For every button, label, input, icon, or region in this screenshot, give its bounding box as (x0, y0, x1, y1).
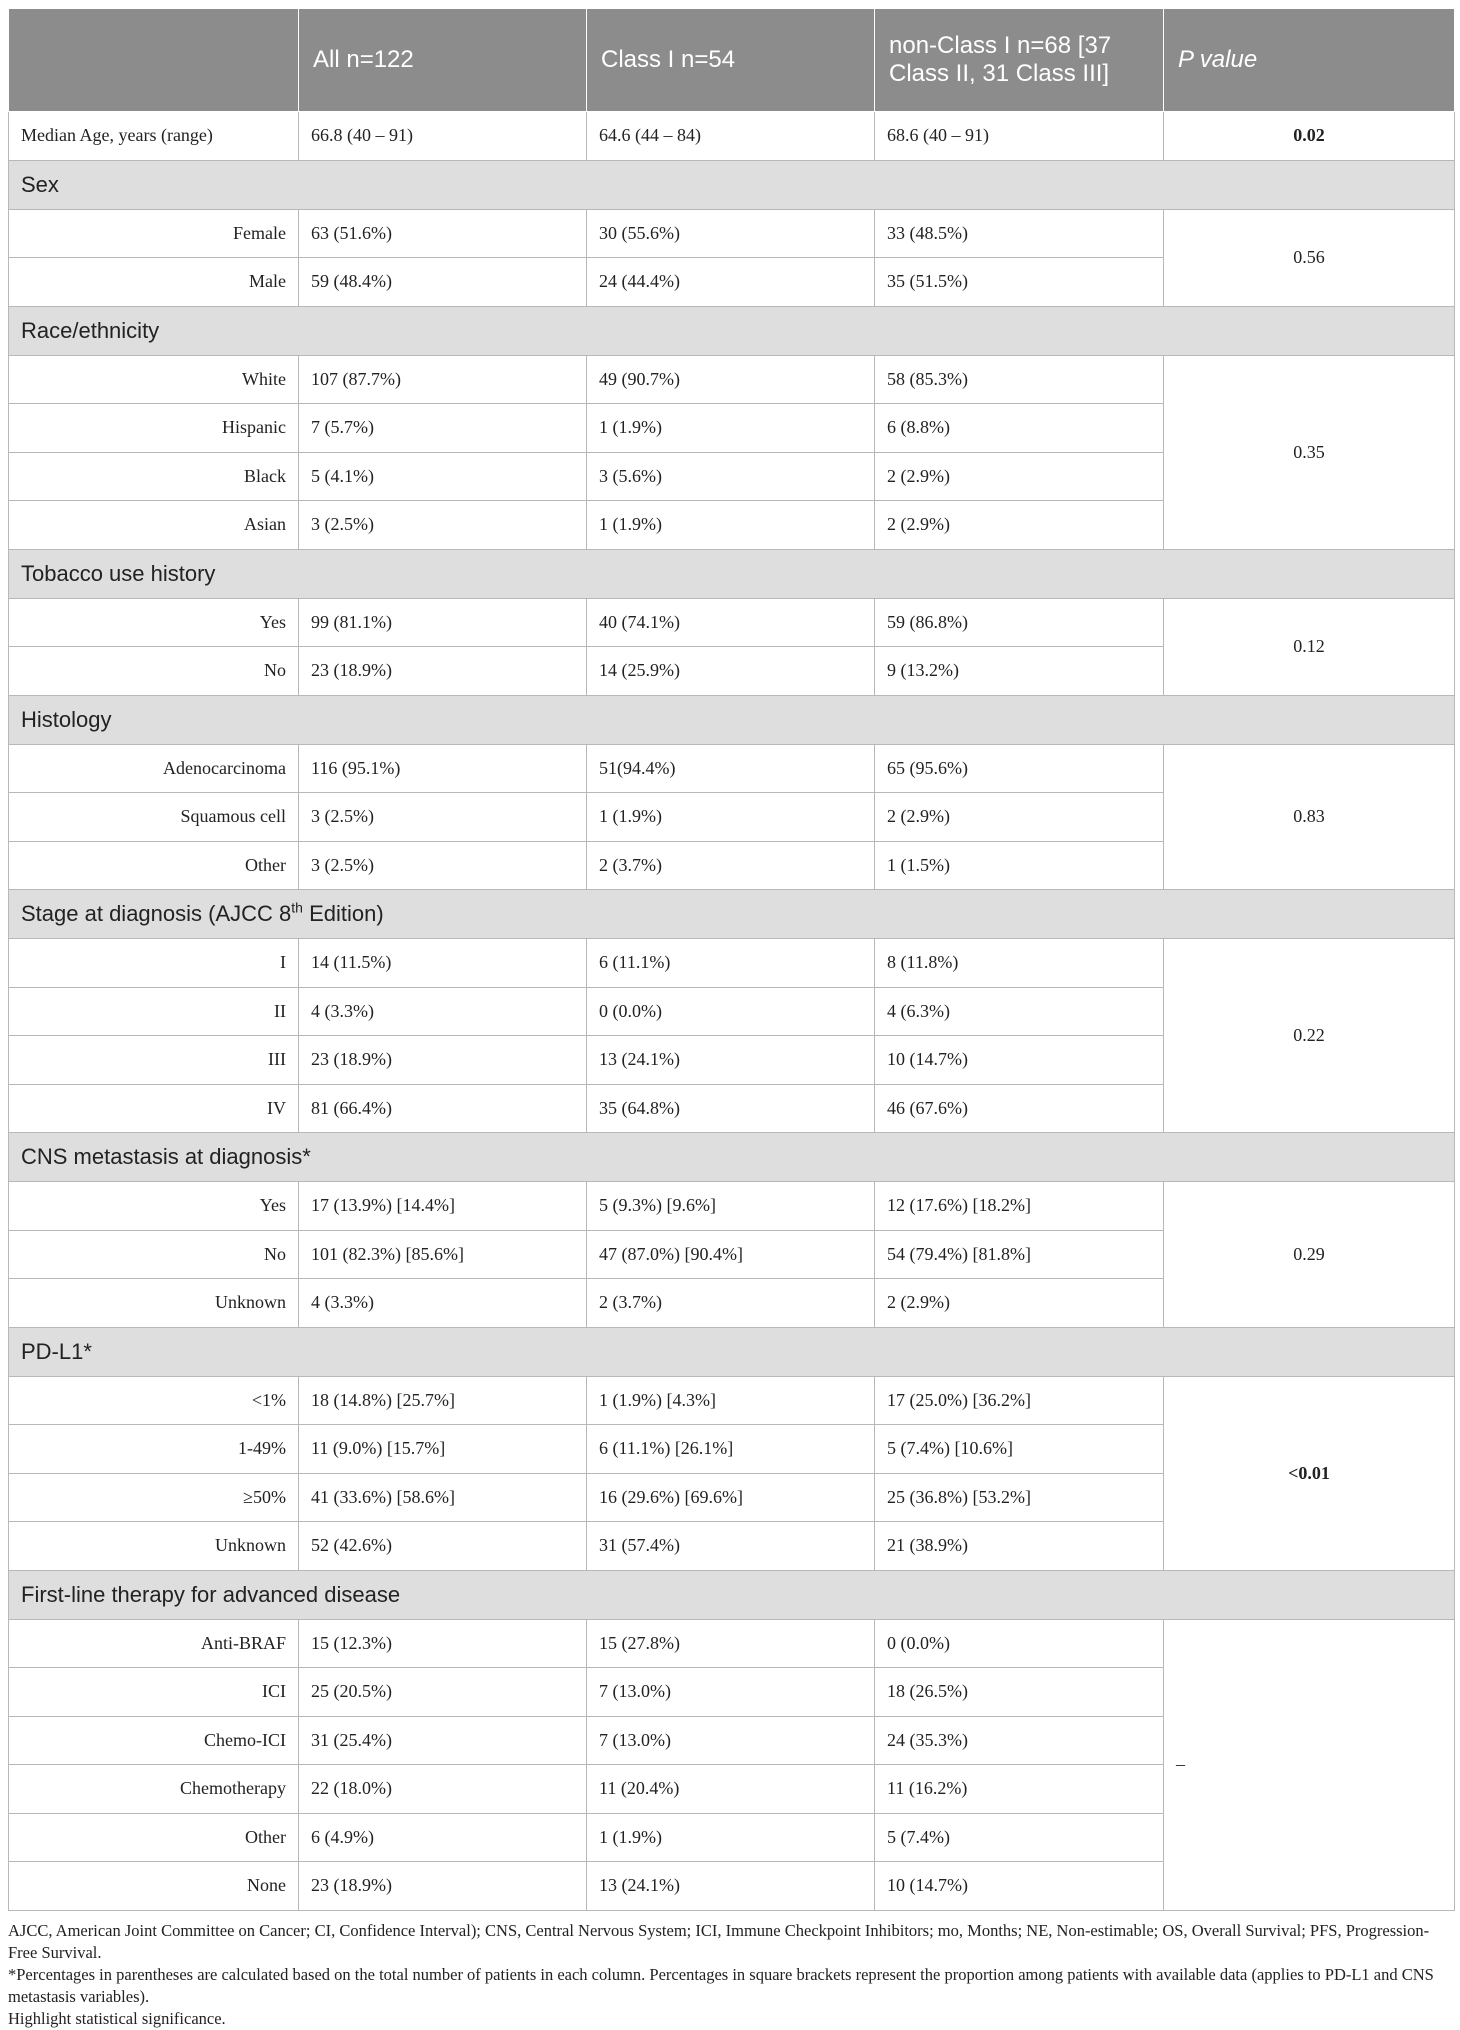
cell-nonclass1: 2 (2.9%) (875, 501, 1164, 550)
cell-all: 7 (5.7%) (299, 404, 587, 453)
percentages-note: *Percentages in parentheses are calculated based on the total number of patients in each column. Percentages in square brackets represent the proportion among patients with available data (applies to PD-L1 and CNS metastasis variables). (8, 1964, 1434, 2006)
cell-class1: 7 (13.0%) (587, 1668, 875, 1717)
cell-nonclass1: 5 (7.4%) (875, 1813, 1164, 1862)
cell-class1: 51(94.4%) (587, 744, 875, 793)
section-header-race (9, 306, 1455, 355)
cell-all: 18 (14.8%) [25.7%] (299, 1376, 587, 1425)
row-label: II (9, 987, 299, 1036)
cell-nonclass1: 0 (0.0%) (875, 1619, 1164, 1668)
table-row (9, 1182, 1455, 1231)
cell-all: 3 (2.5%) (299, 793, 587, 842)
stage-p-value: 0.22 (1164, 939, 1455, 1133)
cell-nonclass1: 6 (8.8%) (875, 404, 1164, 453)
cell-class1: 11 (20.4%) (587, 1765, 875, 1814)
cell-all: 15 (12.3%) (299, 1619, 587, 1668)
histology-p-value: 0.83 (1164, 744, 1455, 890)
cell-class1: 0 (0.0%) (587, 987, 875, 1036)
table-row (9, 1376, 1455, 1425)
table-row (9, 355, 1455, 404)
pdl1-p-value: <0.01 (1164, 1376, 1455, 1570)
cell-nonclass1: 25 (36.8%) [53.2%] (875, 1473, 1164, 1522)
header-row (9, 9, 1455, 112)
abbreviations-note: AJCC, American Joint Committee on Cancer; CI, Confidence Interval); CNS, Central Nervous System; ICI, Immune Checkpoint Inhibitors; mo, Months; NE, Non-estimable; OS, Overall Survival; PFS, Progression-Free Survival. (8, 1920, 1430, 1962)
cell-nonclass1: 17 (25.0%) [36.2%] (875, 1376, 1164, 1425)
table-container (8, 8, 1454, 2030)
table-footnotes (8, 1920, 1454, 2030)
cell-class1: 14 (25.9%) (587, 647, 875, 696)
row-label: Yes (9, 598, 299, 647)
cell-nonclass1: 4 (6.3%) (875, 987, 1164, 1036)
cell-all: 101 (82.3%) [85.6%] (299, 1230, 587, 1279)
cell-all: 22 (18.0%) (299, 1765, 587, 1814)
cell-class1: 6 (11.1%) (587, 939, 875, 988)
cell-nonclass1: 11 (16.2%) (875, 1765, 1164, 1814)
cell-all: 63 (51.6%) (299, 209, 587, 258)
row-label: Other (9, 1813, 299, 1862)
row-label: Unknown (9, 1279, 299, 1328)
row-label: IV (9, 1084, 299, 1133)
table-row (9, 939, 1455, 988)
highlight-note: Highlight statistical significance. (8, 2008, 226, 2028)
cell-class1: 47 (87.0%) [90.4%] (587, 1230, 875, 1279)
cell-class1: 35 (64.8%) (587, 1084, 875, 1133)
cell-class1: 49 (90.7%) (587, 355, 875, 404)
row-label: No (9, 647, 299, 696)
cell-all: 4 (3.3%) (299, 987, 587, 1036)
cell-all: 31 (25.4%) (299, 1716, 587, 1765)
cell-nonclass1: 2 (2.9%) (875, 1279, 1164, 1328)
cell-nonclass1: 18 (26.5%) (875, 1668, 1164, 1717)
row-label: Unknown (9, 1522, 299, 1571)
section-title: Sex (9, 160, 1455, 209)
age-class1: 64.6 (44 – 84) (587, 112, 875, 161)
cell-nonclass1: 35 (51.5%) (875, 258, 1164, 307)
cell-class1: 13 (24.1%) (587, 1036, 875, 1085)
row-label: I (9, 939, 299, 988)
row-label: Squamous cell (9, 793, 299, 842)
cell-nonclass1: 1 (1.5%) (875, 841, 1164, 890)
age-row (9, 112, 1455, 161)
table-row (9, 598, 1455, 647)
section-title: PD-L1* (9, 1327, 1455, 1376)
section-header-tobacco (9, 549, 1455, 598)
cell-nonclass1: 2 (2.9%) (875, 452, 1164, 501)
row-label: Yes (9, 1182, 299, 1231)
cell-all: 81 (66.4%) (299, 1084, 587, 1133)
cell-nonclass1: 58 (85.3%) (875, 355, 1164, 404)
section-header-stage (9, 890, 1455, 939)
cell-all: 107 (87.7%) (299, 355, 587, 404)
cell-nonclass1: 10 (14.7%) (875, 1862, 1164, 1911)
row-label: ICI (9, 1668, 299, 1717)
header-empty (9, 9, 299, 112)
cell-nonclass1: 33 (48.5%) (875, 209, 1164, 258)
therapy-p-value: – (1164, 1619, 1455, 1910)
row-label: Male (9, 258, 299, 307)
cell-all: 23 (18.9%) (299, 647, 587, 696)
row-label: None (9, 1862, 299, 1911)
header-all: All n=122 (299, 9, 587, 112)
cell-class1: 24 (44.4%) (587, 258, 875, 307)
cell-nonclass1: 24 (35.3%) (875, 1716, 1164, 1765)
cell-all: 3 (2.5%) (299, 841, 587, 890)
section-title: CNS metastasis at diagnosis* (9, 1133, 1455, 1182)
cell-all: 6 (4.9%) (299, 1813, 587, 1862)
row-label: III (9, 1036, 299, 1085)
section-title: Tobacco use history (9, 549, 1455, 598)
cell-class1: 30 (55.6%) (587, 209, 875, 258)
row-label: ≥50% (9, 1473, 299, 1522)
row-label: Other (9, 841, 299, 890)
cell-all: 59 (48.4%) (299, 258, 587, 307)
cell-class1: 1 (1.9%) (587, 404, 875, 453)
section-header-histology (9, 695, 1455, 744)
row-label: White (9, 355, 299, 404)
cell-all: 3 (2.5%) (299, 501, 587, 550)
table-row (9, 209, 1455, 258)
cell-class1: 1 (1.9%) (587, 1813, 875, 1862)
cns-p-value: 0.29 (1164, 1182, 1455, 1328)
cell-nonclass1: 12 (17.6%) [18.2%] (875, 1182, 1164, 1231)
race-p-value: 0.35 (1164, 355, 1455, 549)
row-label: Black (9, 452, 299, 501)
row-label: Chemo-ICI (9, 1716, 299, 1765)
section-header-therapy (9, 1570, 1455, 1619)
cell-all: 4 (3.3%) (299, 1279, 587, 1328)
section-header-pdl1 (9, 1327, 1455, 1376)
cell-all: 52 (42.6%) (299, 1522, 587, 1571)
cell-all: 23 (18.9%) (299, 1036, 587, 1085)
cell-class1: 1 (1.9%) [4.3%] (587, 1376, 875, 1425)
cell-nonclass1: 54 (79.4%) [81.8%] (875, 1230, 1164, 1279)
cell-nonclass1: 9 (13.2%) (875, 647, 1164, 696)
age-p-value: 0.02 (1164, 112, 1455, 161)
cell-class1: 40 (74.1%) (587, 598, 875, 647)
cell-class1: 13 (24.1%) (587, 1862, 875, 1911)
row-label: Anti-BRAF (9, 1619, 299, 1668)
age-all: 66.8 (40 – 91) (299, 112, 587, 161)
cell-all: 23 (18.9%) (299, 1862, 587, 1911)
cell-class1: 2 (3.7%) (587, 1279, 875, 1328)
section-title (9, 890, 1455, 939)
cell-all: 5 (4.1%) (299, 452, 587, 501)
section-header-cns (9, 1133, 1455, 1182)
table-row (9, 1619, 1455, 1668)
cell-class1: 6 (11.1%) [26.1%] (587, 1425, 875, 1474)
section-title: First-line therapy for advanced disease (9, 1570, 1455, 1619)
cell-nonclass1: 10 (14.7%) (875, 1036, 1164, 1085)
row-label: 1-49% (9, 1425, 299, 1474)
cell-class1: 15 (27.8%) (587, 1619, 875, 1668)
baseline-characteristics-table (8, 8, 1455, 1911)
row-label: Adenocarcinoma (9, 744, 299, 793)
cell-class1: 2 (3.7%) (587, 841, 875, 890)
header-class1: Class I n=54 (587, 9, 875, 112)
header-nonclass1: non-Class I n=68 [37 Class II, 31 Class III] (875, 9, 1164, 112)
section-title: Histology (9, 695, 1455, 744)
section-title: Race/ethnicity (9, 306, 1455, 355)
row-label: Asian (9, 501, 299, 550)
cell-all: 99 (81.1%) (299, 598, 587, 647)
section-header-sex (9, 160, 1455, 209)
cell-nonclass1: 59 (86.8%) (875, 598, 1164, 647)
cell-class1: 1 (1.9%) (587, 501, 875, 550)
row-label: <1% (9, 1376, 299, 1425)
cell-all: 116 (95.1%) (299, 744, 587, 793)
cell-nonclass1: 5 (7.4%) [10.6%] (875, 1425, 1164, 1474)
stage-title-pre: Stage at diagnosis (AJCC 8 (21, 901, 292, 926)
cell-nonclass1: 2 (2.9%) (875, 793, 1164, 842)
row-label: Female (9, 209, 299, 258)
cell-nonclass1: 21 (38.9%) (875, 1522, 1164, 1571)
cell-all: 14 (11.5%) (299, 939, 587, 988)
stage-title-post: Edition) (302, 901, 384, 926)
cell-nonclass1: 65 (95.6%) (875, 744, 1164, 793)
cell-class1: 31 (57.4%) (587, 1522, 875, 1571)
age-nonclass1: 68.6 (40 – 91) (875, 112, 1164, 161)
cell-all: 25 (20.5%) (299, 1668, 587, 1717)
cell-nonclass1: 46 (67.6%) (875, 1084, 1164, 1133)
table-row (9, 744, 1455, 793)
header-p-value: P value (1164, 9, 1455, 112)
row-label: Chemotherapy (9, 1765, 299, 1814)
cell-nonclass1: 8 (11.8%) (875, 939, 1164, 988)
cell-class1: 3 (5.6%) (587, 452, 875, 501)
tobacco-p-value: 0.12 (1164, 598, 1455, 695)
cell-all: 41 (33.6%) [58.6%] (299, 1473, 587, 1522)
cell-class1: 16 (29.6%) [69.6%] (587, 1473, 875, 1522)
cell-class1: 5 (9.3%) [9.6%] (587, 1182, 875, 1231)
cell-class1: 7 (13.0%) (587, 1716, 875, 1765)
cell-all: 17 (13.9%) [14.4%] (299, 1182, 587, 1231)
row-label: Hispanic (9, 404, 299, 453)
sex-p-value: 0.56 (1164, 209, 1455, 306)
age-label: Median Age, years (range) (9, 112, 299, 161)
row-label: No (9, 1230, 299, 1279)
cell-class1: 1 (1.9%) (587, 793, 875, 842)
stage-title-sup: th (291, 899, 303, 916)
cell-all: 11 (9.0%) [15.7%] (299, 1425, 587, 1474)
